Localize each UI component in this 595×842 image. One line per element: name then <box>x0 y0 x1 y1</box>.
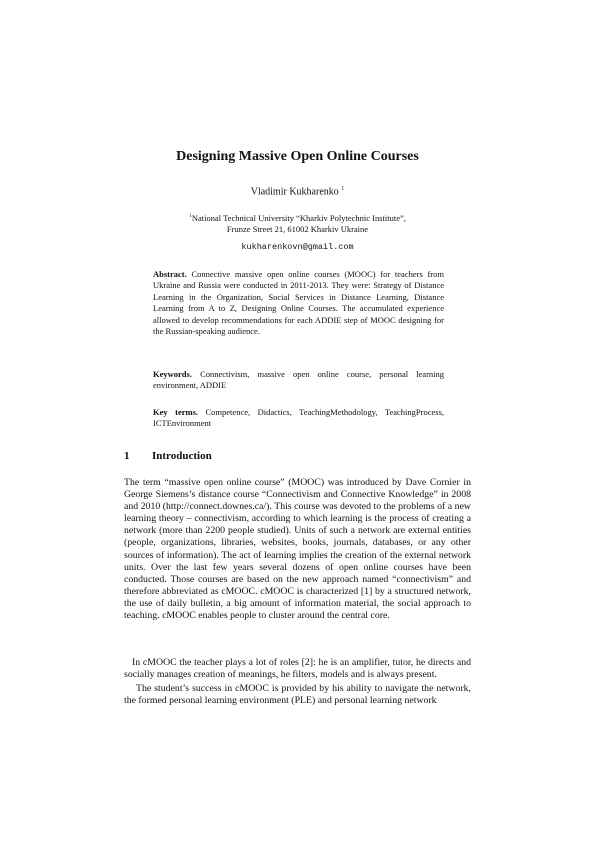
keywords <box>153 369 444 392</box>
keywords-text: Connectivism, massive open online course, personal learning environment, ADDIE <box>153 369 445 391</box>
affiliation <box>124 211 471 235</box>
key-terms-text: Competence, Didactics, TeachingMethodology, TeachingProcess, ICTEnvironment <box>153 407 444 429</box>
abstract-label: Abstract. <box>153 269 187 279</box>
author-superscript: 1 <box>341 186 345 192</box>
body-paragraph-2: In cMOOC the teacher plays a lot of roles [2]: he is an amplifier, tutor, he directs and socially manages creation of meanings, he filters, models and is always present. <box>124 657 471 681</box>
paper-title: Designing Massive Open Online Courses <box>176 149 419 164</box>
key-terms <box>153 407 444 430</box>
abstract-text: Connective massive open online courses (MOOC) for teachers from Ukraine and Russia were conducted in 2011-2013. They were: Strategy of Distance Learning in the Organization, Social Services in Distance Learning, Distance Learning from A to Z, Designing Online Courses. The accumulated experience allowed to develop recommendations for each ADDIE step of MOOC designing for the Russian-speaking audience. <box>153 269 445 337</box>
keywords-label: Keywords. <box>153 369 192 379</box>
key-terms-label: Key terms. <box>153 407 199 417</box>
author-email[interactable]: kukharenkovn@gmail.com <box>241 242 354 252</box>
body-paragraph-1: The term “massive open online course” (MOOC) was introduced by Dave Cornier in George Siemens’s distance course “Connectivism and Connective Knowledge” in 2008 and 2010 (http://connect.downes.ca/). This course was devoted to the problems of a new learning theory – connectivism, according to which learning is the process of creating a network (more than 2200 people studied). Units of such a network are external entities (people, organizations, libraries, websites, books, journals, databases, or any other sources of information). The act of learning implies the creation of the external network units. Over the last few years several dozens of open online courses have been conducted. Those courses are based on the new approach named “connectivism” and therefore abbreviated as cMOOC. cMOOC is characterized [1] by a structured network, the use of daily bulletin, a big amount of information material, the social approach to teaching. cMOOC enables people to cluster around the central core. <box>124 477 471 622</box>
section-heading <box>124 450 471 462</box>
affiliation-line-2: Frunze Street 21, 61002 Kharkiv Ukraine <box>226 223 369 234</box>
affiliation-superscript: 1 <box>189 213 192 219</box>
section-title: Introduction <box>152 450 212 462</box>
affiliation-line-1: National Technical University “Kharkiv Polytechnic Institute”, <box>191 212 406 223</box>
author-name: Vladimir Kukharenko <box>250 186 339 198</box>
abstract <box>153 269 444 337</box>
body-paragraph-3: The student’s success in cMOOC is provided by his ability to navigate the network, the formed personal learning environment (PLE) and personal learning network <box>124 683 471 707</box>
section-number: 1 <box>124 450 130 462</box>
author-line <box>124 186 471 197</box>
